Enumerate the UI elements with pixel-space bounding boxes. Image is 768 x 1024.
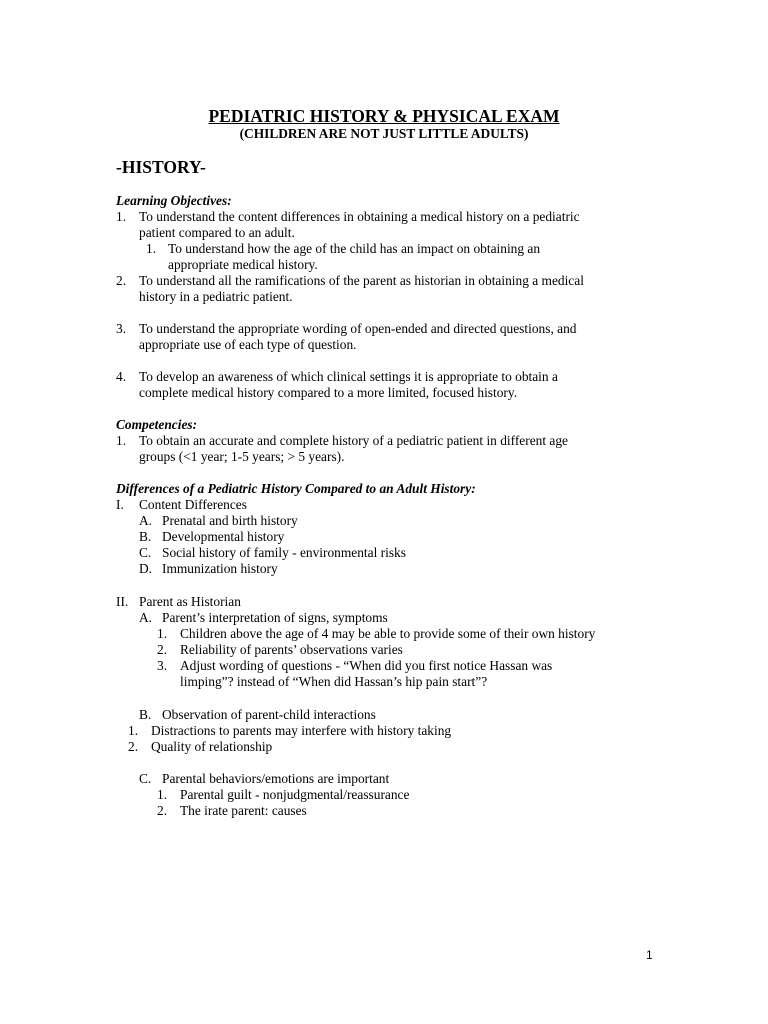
list-item-text: history in a pediatric patient. (139, 289, 293, 304)
list-number: 3. (116, 321, 127, 336)
outline-item-text: Parental behaviors/emotions are important (162, 771, 390, 786)
outline-item-text: Parent as Historian (139, 594, 241, 609)
differences-heading: Differences of a Pediatric History Compared to an Adult History: (116, 481, 476, 496)
list-item-text: To understand how the age of the child has an impact on obtaining an (168, 241, 541, 256)
list-item-text: Quality of relationship (151, 739, 273, 754)
list-item-text: limping”? instead of “When did Hassan’s hip pain start”? (180, 674, 488, 689)
history-section-heading: -HISTORY- (116, 157, 206, 177)
list-item-text: Children above the age of 4 may be able to provide some of their own history (180, 626, 596, 641)
list-item-text: groups (<1 year; 1-5 years; > 5 years). (139, 449, 345, 464)
list-item-text: complete medical history compared to a more limited, focused history. (139, 385, 518, 400)
outline-letter: B. (139, 707, 152, 722)
outline-letter: A. (139, 610, 153, 625)
list-item-text: To obtain an accurate and complete history of a pediatric patient in different age (139, 433, 568, 448)
list-number: 1. (128, 723, 139, 738)
list-number: 3. (157, 658, 168, 673)
outline-letter: A. (139, 513, 153, 528)
outline-numeral: II. (116, 594, 129, 609)
list-number: 1. (157, 626, 168, 641)
list-item-text: Distractions to parents may interfere with history taking (151, 723, 452, 738)
list-item-text: The irate parent: causes (180, 803, 307, 818)
outline-item-text: Prenatal and birth history (162, 513, 298, 528)
list-number: 1. (146, 241, 157, 256)
list-number: 2. (128, 739, 139, 754)
list-item-text: appropriate medical history. (168, 257, 318, 272)
list-number: 4. (116, 369, 127, 384)
learning-objectives-heading: Learning Objectives: (116, 193, 232, 208)
document-subtitle: (CHILDREN ARE NOT JUST LITTLE ADULTS) (239, 126, 529, 141)
outline-letter: B. (139, 529, 152, 544)
list-item-text: To understand the appropriate wording of open-ended and directed questions, and (139, 321, 577, 336)
outline-numeral: I. (116, 497, 124, 512)
outline-letter: D. (139, 561, 153, 576)
outline-item-text: Developmental history (162, 529, 285, 544)
outline-letter: C. (139, 545, 152, 560)
list-item-text: Parental guilt - nonjudgmental/reassurance (180, 787, 410, 802)
document-title: PEDIATRIC HISTORY & PHYSICAL EXAM (208, 106, 560, 126)
list-item-text: Adjust wording of questions - “When did you first notice Hassan was (180, 658, 553, 673)
outline-item-text: Parent’s interpretation of signs, symptoms (162, 610, 388, 625)
list-item-text: Reliability of parents’ observations varies (180, 642, 403, 657)
outline-item-text: Observation of parent-child interactions (162, 707, 376, 722)
competencies-heading: Competencies: (116, 417, 198, 432)
outline-item-text: Social history of family - environmental risks (162, 545, 406, 560)
outline-letter: C. (139, 771, 152, 786)
page-number: 1 (646, 948, 653, 962)
list-number: 1. (116, 209, 127, 224)
list-number: 2. (157, 803, 168, 818)
outline-item-text: Immunization history (162, 561, 278, 576)
list-item-text: To understand the content differences in obtaining a medical history on a pediatric (139, 209, 580, 224)
list-item-text: patient compared to an adult. (139, 225, 295, 240)
list-number: 2. (157, 642, 168, 657)
list-item-text: To understand all the ramifications of the parent as historian in obtaining a medical (139, 273, 584, 288)
list-item-text: appropriate use of each type of question. (139, 337, 357, 352)
outline-item-text: Content Differences (139, 497, 247, 512)
list-number: 1. (116, 433, 127, 448)
list-item-text: To develop an awareness of which clinical settings it is appropriate to obtain a (139, 369, 558, 384)
list-number: 1. (157, 787, 168, 802)
list-number: 2. (116, 273, 127, 288)
